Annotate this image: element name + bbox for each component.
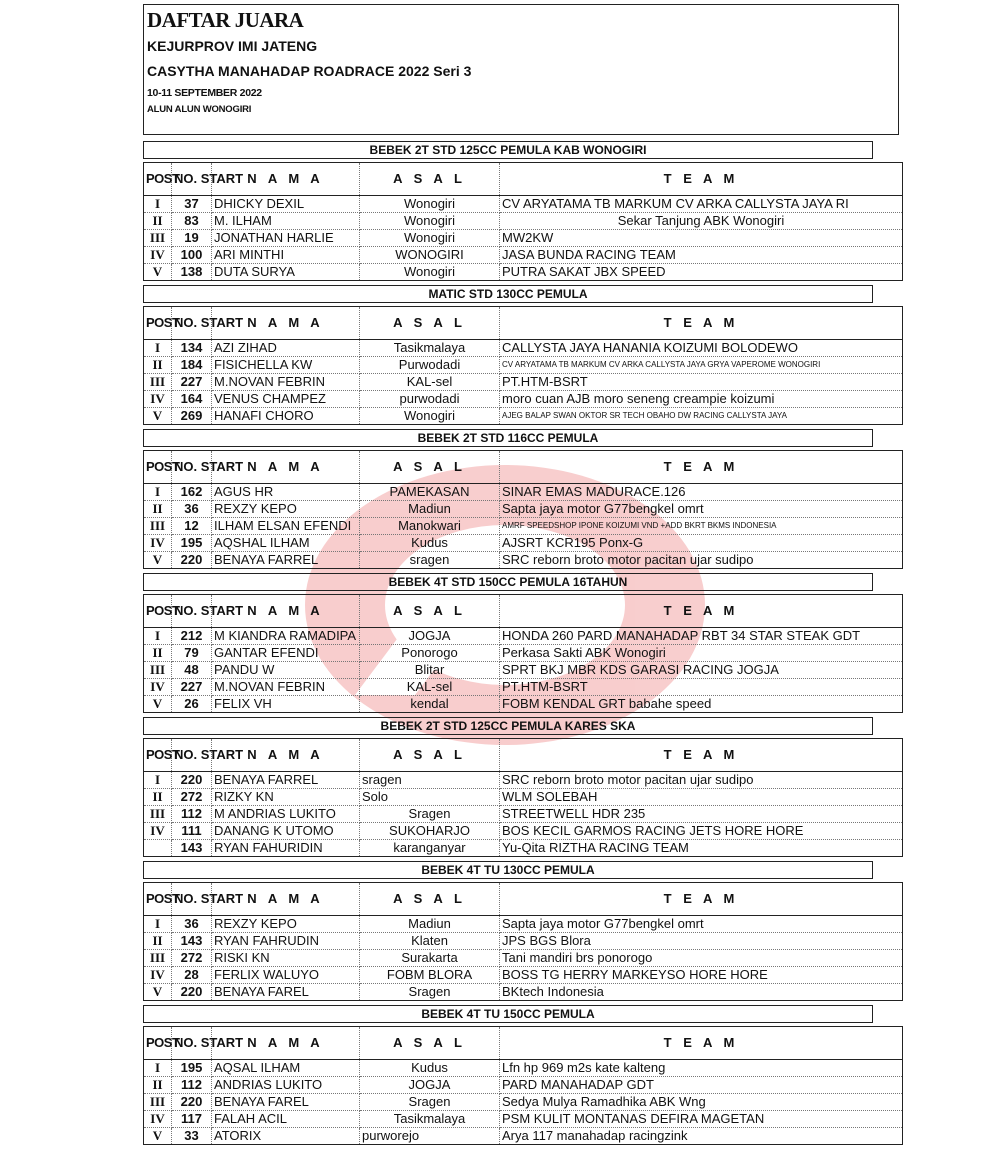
cell-no: 272 xyxy=(172,789,212,806)
cell-no: 19 xyxy=(172,230,212,247)
cell-nama: FALAH ACIL xyxy=(212,1111,360,1128)
cell-nama: RISKI KN xyxy=(212,950,360,967)
cell-pos: V xyxy=(144,408,172,425)
column-header-nama: N A M A xyxy=(212,739,360,772)
cell-nama: M. ILHAM xyxy=(212,213,360,230)
cell-asal: Tasikmalaya xyxy=(360,1111,500,1128)
cell-nama: RYAN FAHURIDIN xyxy=(212,840,360,857)
cell-asal: Kudus xyxy=(360,535,500,552)
cell-pos: III xyxy=(144,374,172,391)
cell-nama: AQSAL ILHAM xyxy=(212,1060,360,1077)
cell-asal: Sragen xyxy=(360,984,500,1001)
cell-asal: KAL-sel xyxy=(360,679,500,696)
cell-team: BOS KECIL GARMOS RACING JETS HORE HORE xyxy=(500,823,903,840)
cell-asal: KAL-sel xyxy=(360,374,500,391)
table-row xyxy=(144,264,903,281)
cell-pos: I xyxy=(144,772,172,789)
cell-asal: JOGJA xyxy=(360,1077,500,1094)
cell-no: 184 xyxy=(172,357,212,374)
section-title: BEBEK 4T TU 130CC PEMULA xyxy=(143,861,873,879)
section-title: BEBEK 2T STD 116CC PEMULA xyxy=(143,429,873,447)
cell-nama: FISICHELLA KW xyxy=(212,357,360,374)
cell-asal: Tasikmalaya xyxy=(360,340,500,357)
cell-pos: V xyxy=(144,552,172,569)
table-row xyxy=(144,1077,903,1094)
cell-team: CV ARYATAMA TB MARKUM CV ARKA CALLYSTA JAYA GRYA VAPEROME WONOGIRI xyxy=(500,357,903,374)
table-row xyxy=(144,984,903,1001)
table-header-row xyxy=(144,307,903,340)
cell-team: WLM SOLEBAH xyxy=(500,789,903,806)
cell-team: CALLYSTA JAYA HANANIA KOIZUMI BOLODEWO xyxy=(500,340,903,357)
table-row xyxy=(144,789,903,806)
table-row xyxy=(144,1094,903,1111)
table-row xyxy=(144,1060,903,1077)
table-header-row xyxy=(144,451,903,484)
column-header-no: NO. START xyxy=(172,739,212,772)
cell-nama: DANANG K UTOMO xyxy=(212,823,360,840)
column-header-nama: N A M A xyxy=(212,883,360,916)
table-row xyxy=(144,230,903,247)
table-row xyxy=(144,1128,903,1145)
cell-pos: IV xyxy=(144,679,172,696)
cell-pos: II xyxy=(144,1077,172,1094)
cell-no: 134 xyxy=(172,340,212,357)
table-row xyxy=(144,340,903,357)
cell-no: 220 xyxy=(172,552,212,569)
column-header-team: T E A M xyxy=(500,1027,903,1060)
cell-team: Sapta jaya motor G77bengkel omrt xyxy=(500,501,903,518)
cell-pos xyxy=(144,840,172,857)
cell-asal: purwodadi xyxy=(360,391,500,408)
cell-pos: II xyxy=(144,213,172,230)
cell-team: JPS BGS Blora xyxy=(500,933,903,950)
cell-pos: I xyxy=(144,484,172,501)
cell-team: Tani mandiri brs ponorogo xyxy=(500,950,903,967)
document-header xyxy=(143,4,899,135)
column-header-pos: POST xyxy=(144,1027,172,1060)
cell-pos: IV xyxy=(144,1111,172,1128)
cell-pos: III xyxy=(144,806,172,823)
column-header-pos: POST xyxy=(144,307,172,340)
cell-nama: DUTA SURYA xyxy=(212,264,360,281)
cell-asal: purworejo xyxy=(360,1128,500,1145)
table-row xyxy=(144,535,903,552)
cell-asal: Wonogiri xyxy=(360,408,500,425)
column-header-asal: A S A L xyxy=(360,595,500,628)
cell-pos: II xyxy=(144,789,172,806)
cell-nama: ARI MINTHI xyxy=(212,247,360,264)
cell-nama: HANAFI CHORO xyxy=(212,408,360,425)
cell-asal: WONOGIRI xyxy=(360,247,500,264)
column-header-team: T E A M xyxy=(500,163,903,196)
results-table xyxy=(143,306,903,425)
cell-team: AMRF SPEEDSHOP IPONE KOIZUMI VND +ADD BKRT BKMS INDONESIA xyxy=(500,518,903,535)
cell-nama: BENAYA FARREL xyxy=(212,552,360,569)
cell-no: 269 xyxy=(172,408,212,425)
table-row xyxy=(144,628,903,645)
cell-team: Perkasa Sakti ABK Wonogiri xyxy=(500,645,903,662)
cell-no: 227 xyxy=(172,374,212,391)
cell-no: 100 xyxy=(172,247,212,264)
cell-pos: I xyxy=(144,916,172,933)
cell-no: 26 xyxy=(172,696,212,713)
event-name: CASYTHA MANAHADAP ROADRACE 2022 Seri 3 xyxy=(147,63,472,79)
table-row xyxy=(144,247,903,264)
cell-team: Yu-Qita RIZTHA RACING TEAM xyxy=(500,840,903,857)
cell-pos: II xyxy=(144,645,172,662)
cell-asal: karanganyar xyxy=(360,840,500,857)
cell-no: 195 xyxy=(172,535,212,552)
cell-asal: Wonogiri xyxy=(360,196,500,213)
cell-asal: Solo xyxy=(360,789,500,806)
column-header-team: T E A M xyxy=(500,595,903,628)
cell-no: 28 xyxy=(172,967,212,984)
cell-nama: BENAYA FAREL xyxy=(212,1094,360,1111)
column-header-asal: A S A L xyxy=(360,1027,500,1060)
cell-pos: IV xyxy=(144,247,172,264)
cell-nama: ATORIX xyxy=(212,1128,360,1145)
cell-no: 33 xyxy=(172,1128,212,1145)
table-row xyxy=(144,840,903,857)
column-header-pos: POST xyxy=(144,883,172,916)
cell-asal: Sragen xyxy=(360,806,500,823)
cell-pos: IV xyxy=(144,535,172,552)
cell-nama: DHICKY DEXIL xyxy=(212,196,360,213)
results-table xyxy=(143,450,903,569)
table-row xyxy=(144,967,903,984)
cell-pos: III xyxy=(144,950,172,967)
cell-pos: III xyxy=(144,662,172,679)
cell-asal: Madiun xyxy=(360,916,500,933)
cell-no: 117 xyxy=(172,1111,212,1128)
cell-pos: II xyxy=(144,501,172,518)
table-row xyxy=(144,679,903,696)
cell-team: BKtech Indonesia xyxy=(500,984,903,1001)
cell-asal: Wonogiri xyxy=(360,213,500,230)
cell-no: 220 xyxy=(172,772,212,789)
event-venue: ALUN ALUN WONOGIRI xyxy=(147,104,252,115)
column-header-nama: N A M A xyxy=(212,307,360,340)
cell-asal: Madiun xyxy=(360,501,500,518)
table-row xyxy=(144,950,903,967)
table-row xyxy=(144,196,903,213)
column-header-no: NO. START xyxy=(172,451,212,484)
cell-asal: Sragen xyxy=(360,1094,500,1111)
cell-nama: BENAYA FAREL xyxy=(212,984,360,1001)
column-header-nama: N A M A xyxy=(212,163,360,196)
cell-no: 143 xyxy=(172,933,212,950)
column-header-team: T E A M xyxy=(500,307,903,340)
cell-no: 162 xyxy=(172,484,212,501)
cell-pos: I xyxy=(144,196,172,213)
column-header-team: T E A M xyxy=(500,451,903,484)
cell-no: 83 xyxy=(172,213,212,230)
cell-nama: AQSHAL ILHAM xyxy=(212,535,360,552)
table-header-row xyxy=(144,739,903,772)
cell-asal: SUKOHARJO xyxy=(360,823,500,840)
column-header-asal: A S A L xyxy=(360,163,500,196)
cell-no: 212 xyxy=(172,628,212,645)
cell-pos: I xyxy=(144,628,172,645)
cell-team: SINAR EMAS MADURACE.126 xyxy=(500,484,903,501)
cell-no: 111 xyxy=(172,823,212,840)
table-row xyxy=(144,391,903,408)
cell-pos: V xyxy=(144,264,172,281)
cell-asal: kendal xyxy=(360,696,500,713)
cell-team: PARD MANAHADAP GDT xyxy=(500,1077,903,1094)
cell-asal: Ponorogo xyxy=(360,645,500,662)
cell-no: 220 xyxy=(172,1094,212,1111)
section-title: BEBEK 2T STD 125CC PEMULA KAB WONOGIRI xyxy=(143,141,873,159)
cell-team: PUTRA SAKAT JBX SPEED xyxy=(500,264,903,281)
cell-nama: REXZY KEPO xyxy=(212,916,360,933)
cell-nama: ILHAM ELSAN EFENDI xyxy=(212,518,360,535)
table-row xyxy=(144,552,903,569)
table-row xyxy=(144,933,903,950)
event-date: 10-11 SEPTEMBER 2022 xyxy=(147,87,262,99)
cell-asal: PAMEKASAN xyxy=(360,484,500,501)
cell-pos: IV xyxy=(144,391,172,408)
cell-pos: V xyxy=(144,696,172,713)
cell-nama: M KIANDRA RAMADIPA xyxy=(212,628,360,645)
cell-no: 164 xyxy=(172,391,212,408)
column-header-no: NO. START xyxy=(172,307,212,340)
cell-no: 220 xyxy=(172,984,212,1001)
cell-pos: III xyxy=(144,230,172,247)
cell-team: JASA BUNDA RACING TEAM xyxy=(500,247,903,264)
table-row xyxy=(144,772,903,789)
cell-pos: I xyxy=(144,340,172,357)
cell-asal: Surakarta xyxy=(360,950,500,967)
cell-pos: II xyxy=(144,357,172,374)
cell-no: 272 xyxy=(172,950,212,967)
table-header-row xyxy=(144,1027,903,1060)
cell-team: STREETWELL HDR 235 xyxy=(500,806,903,823)
cell-team: Sedya Mulya Ramadhika ABK Wng xyxy=(500,1094,903,1111)
cell-pos: I xyxy=(144,1060,172,1077)
cell-team: MW2KW xyxy=(500,230,903,247)
cell-team: BOSS TG HERRY MARKEYSO HORE HORE xyxy=(500,967,903,984)
cell-nama: RYAN FAHRUDIN xyxy=(212,933,360,950)
cell-nama: M.NOVAN FEBRIN xyxy=(212,679,360,696)
cell-asal: Purwodadi xyxy=(360,357,500,374)
column-header-asal: A S A L xyxy=(360,307,500,340)
cell-no: 138 xyxy=(172,264,212,281)
table-row xyxy=(144,357,903,374)
cell-nama: M.NOVAN FEBRIN xyxy=(212,374,360,391)
cell-nama: RIZKY KN xyxy=(212,789,360,806)
cell-team: CV ARYATAMA TB MARKUM CV ARKA CALLYSTA JAYA RI xyxy=(500,196,903,213)
cell-nama: VENUS CHAMPEZ xyxy=(212,391,360,408)
cell-pos: III xyxy=(144,1094,172,1111)
cell-asal: Wonogiri xyxy=(360,230,500,247)
cell-team: SPRT BKJ MBR KDS GARASI RACING JOGJA xyxy=(500,662,903,679)
table-row xyxy=(144,823,903,840)
table-row xyxy=(144,645,903,662)
cell-pos: II xyxy=(144,933,172,950)
cell-no: 112 xyxy=(172,1077,212,1094)
cell-nama: REXZY KEPO xyxy=(212,501,360,518)
table-row xyxy=(144,518,903,535)
table-row xyxy=(144,662,903,679)
cell-asal: Blitar xyxy=(360,662,500,679)
cell-no: 12 xyxy=(172,518,212,535)
cell-team: SRC reborn broto motor pacitan ujar sudipo xyxy=(500,552,903,569)
column-header-pos: POST xyxy=(144,595,172,628)
cell-pos: V xyxy=(144,984,172,1001)
cell-asal: Klaten xyxy=(360,933,500,950)
cell-team: PSM KULIT MONTANAS DEFIRA MAGETAN xyxy=(500,1111,903,1128)
cell-pos: V xyxy=(144,1128,172,1145)
cell-team: AJSRT KCR195 Ponx-G xyxy=(500,535,903,552)
section-title: BEBEK 4T STD 150CC PEMULA 16TAHUN xyxy=(143,573,873,591)
cell-asal: FOBM BLORA xyxy=(360,967,500,984)
cell-nama: AZI ZIHAD xyxy=(212,340,360,357)
cell-no: 36 xyxy=(172,916,212,933)
table-row xyxy=(144,374,903,391)
column-header-asal: A S A L xyxy=(360,883,500,916)
section-title: MATIC STD 130CC PEMULA xyxy=(143,285,873,303)
cell-pos: IV xyxy=(144,967,172,984)
cell-nama: ANDRIAS LUKITO xyxy=(212,1077,360,1094)
column-header-no: NO. START xyxy=(172,163,212,196)
cell-nama: FERLIX WALUYO xyxy=(212,967,360,984)
cell-nama: BENAYA FARREL xyxy=(212,772,360,789)
results-table xyxy=(143,162,903,281)
cell-no: 79 xyxy=(172,645,212,662)
column-header-no: NO. START xyxy=(172,1027,212,1060)
column-header-no: NO. START xyxy=(172,595,212,628)
championship-name: KEJURPROV IMI JATENG xyxy=(147,38,318,54)
results-table xyxy=(143,1026,903,1145)
results-table xyxy=(143,594,903,713)
cell-team: HONDA 260 PARD MANAHADAP RBT 34 STAR STEAK GDT xyxy=(500,628,903,645)
column-header-nama: N A M A xyxy=(212,595,360,628)
results-table xyxy=(143,738,903,857)
cell-asal: sragen xyxy=(360,772,500,789)
cell-nama: PANDU W xyxy=(212,662,360,679)
table-header-row xyxy=(144,163,903,196)
cell-team: Lfn hp 969 m2s kate kalteng xyxy=(500,1060,903,1077)
cell-nama: AGUS HR xyxy=(212,484,360,501)
cell-asal: sragen xyxy=(360,552,500,569)
cell-asal: JOGJA xyxy=(360,628,500,645)
cell-team: SRC reborn broto motor pacitan ujar sudipo xyxy=(500,772,903,789)
cell-asal: Wonogiri xyxy=(360,264,500,281)
column-header-asal: A S A L xyxy=(360,739,500,772)
cell-no: 195 xyxy=(172,1060,212,1077)
table-row xyxy=(144,696,903,713)
results-sections xyxy=(143,141,902,1149)
table-row xyxy=(144,501,903,518)
column-header-asal: A S A L xyxy=(360,451,500,484)
cell-team: Sekar Tanjung ABK Wonogiri xyxy=(500,213,903,230)
column-header-pos: POST xyxy=(144,163,172,196)
results-table xyxy=(143,882,903,1001)
table-row xyxy=(144,484,903,501)
table-row xyxy=(144,806,903,823)
document-title: DAFTAR JUARA xyxy=(147,8,304,32)
cell-asal: Kudus xyxy=(360,1060,500,1077)
column-header-no: NO. START xyxy=(172,883,212,916)
cell-team: AJEG BALAP SWAN OKTOR SR TECH OBAHO DW RACING CALLYSTA JAYA xyxy=(500,408,903,425)
cell-nama: GANTAR EFENDI xyxy=(212,645,360,662)
table-header-row xyxy=(144,883,903,916)
column-header-pos: POST xyxy=(144,451,172,484)
cell-team: PT.HTM-BSRT xyxy=(500,374,903,391)
cell-no: 227 xyxy=(172,679,212,696)
table-header-row xyxy=(144,595,903,628)
section-title: BEBEK 2T STD 125CC PEMULA KARES SKA xyxy=(143,717,873,735)
cell-team: Arya 117 manahadap racingzink xyxy=(500,1128,903,1145)
column-header-nama: N A M A xyxy=(212,451,360,484)
cell-nama: M ANDRIAS LUKITO xyxy=(212,806,360,823)
table-row xyxy=(144,408,903,425)
cell-no: 143 xyxy=(172,840,212,857)
column-header-pos: POST xyxy=(144,739,172,772)
cell-team: moro cuan AJB moro seneng creampie koizumi xyxy=(500,391,903,408)
cell-team: PT.HTM-BSRT xyxy=(500,679,903,696)
column-header-nama: N A M A xyxy=(212,1027,360,1060)
cell-pos: IV xyxy=(144,823,172,840)
table-row xyxy=(144,1111,903,1128)
cell-nama: JONATHAN HARLIE xyxy=(212,230,360,247)
table-row xyxy=(144,213,903,230)
cell-asal: Manokwari xyxy=(360,518,500,535)
cell-no: 37 xyxy=(172,196,212,213)
column-header-team: T E A M xyxy=(500,883,903,916)
cell-team: FOBM KENDAL GRT babahe speed xyxy=(500,696,903,713)
cell-nama: FELIX VH xyxy=(212,696,360,713)
column-header-team: T E A M xyxy=(500,739,903,772)
section-title: BEBEK 4T TU 150CC PEMULA xyxy=(143,1005,873,1023)
cell-pos: III xyxy=(144,518,172,535)
table-row xyxy=(144,916,903,933)
cell-no: 48 xyxy=(172,662,212,679)
cell-team: Sapta jaya motor G77bengkel omrt xyxy=(500,916,903,933)
cell-no: 112 xyxy=(172,806,212,823)
cell-no: 36 xyxy=(172,501,212,518)
